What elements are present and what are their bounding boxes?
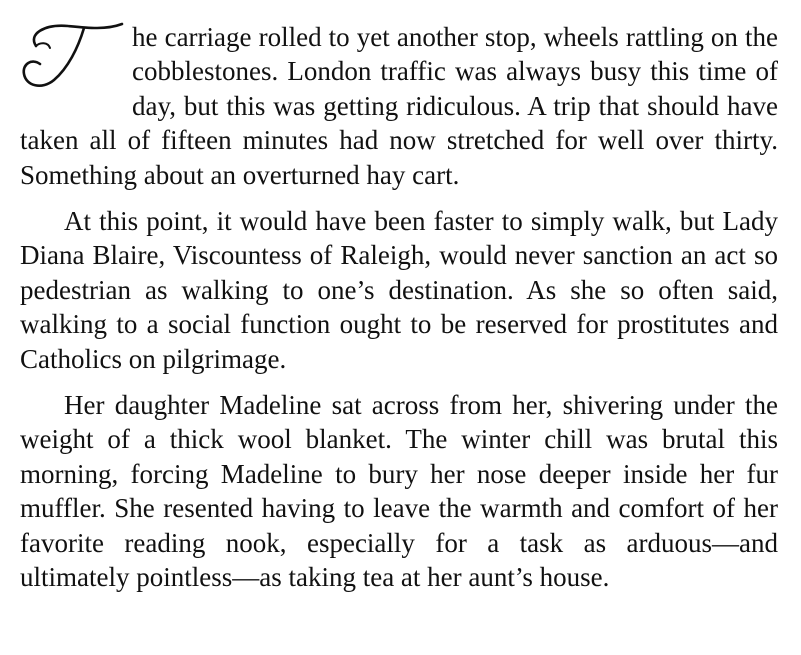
paragraph-3: Her daughter Madeline sat across from her, shivering under the weight of a thick wool blanket. The winter chill was brutal this morning, forcing Madeline to bury her nose deeper inside her fur muffler. She resented having to leave the warmth and comfort of her favorite reading nook, especially for a task as arduous—and ultimately pointless—as taking tea at her aunt’s house.	[20, 390, 778, 593]
book-page	[20, 20, 778, 595]
paragraph-1	[20, 20, 778, 192]
paragraph-2: At this point, it would have been faster to simply walk, but Lady Diana Blaire, Viscountess of Raleigh, would never sanction an act so pedestrian as walking to one’s destination. As she so often said, walking to a social function ought to be reserved for prostitutes and Catholics on pilgrimage.	[20, 206, 778, 374]
drop-cap	[20, 24, 132, 90]
paragraph-1-text: he carriage rolled to yet another stop, wheels rattling on the cobblestones. London traffic was always busy this time of day, but this was getting ridiculous. A trip that should have taken all of fifteen minutes had now stretched for well over thirty. Something about an overturned hay cart.	[20, 22, 778, 190]
drop-cap-t-glyph	[18, 20, 130, 92]
